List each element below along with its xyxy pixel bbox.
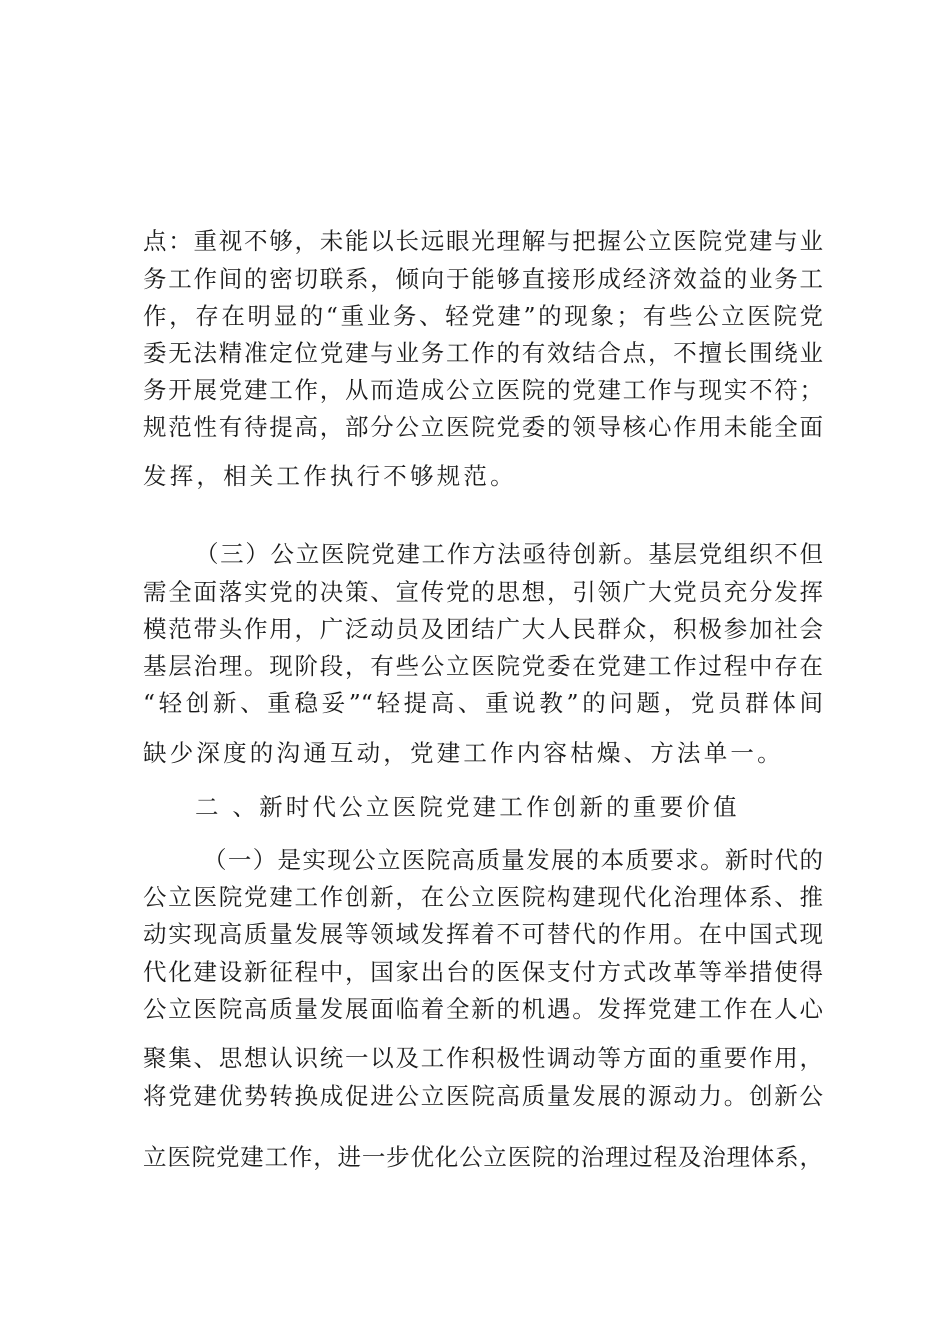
text-line: 基层治理。现阶段，有些公立医院党委在党建工作过程中存在 — [143, 652, 823, 680]
text-line: 动实现高质量发展等领域发挥着不可替代的作用。在中国式现 — [143, 920, 823, 948]
text-line: 需全面落实党的决策、宣传党的思想，引领广大党员充分发挥 — [143, 578, 823, 606]
text-line: 务工作间的密切联系，倾向于能够直接形成经济效益的业务工 — [143, 265, 823, 293]
text-line: 委无法精准定位党建与业务工作的有效结合点，不擅长围绕业 — [143, 339, 823, 367]
text-line: 立医院党建工作，进一步优化公立医院的治理过程及治理体系， — [143, 1143, 823, 1171]
text-line: 发挥，相关工作执行不够规范。 — [143, 462, 517, 490]
text-line: 务开展党建工作，从而造成公立医院的党建工作与现实不符； — [143, 376, 823, 404]
text-line: 模范带头作用，广泛动员及团结广大人民群众，积极参加社会 — [143, 615, 823, 643]
text-line: 公立医院高质量发展面临着全新的机遇。发挥党建工作在人心 — [143, 995, 823, 1023]
text-line: 公立医院党建工作创新，在公立医院构建现代化治理体系、推 — [143, 883, 823, 911]
text-line: 聚集、思想认识统一以及工作积极性调动等方面的重要作用， — [143, 1044, 823, 1072]
text-line: 作，存在明显的“重业务、轻党建”的现象；有些公立医院党 — [143, 302, 823, 330]
section-heading: 二 、新时代公立医院党建工作创新的重要价值 — [195, 793, 740, 821]
subsection-heading-line: （一）是实现公立医院高质量发展的本质要求。新时代的 — [203, 846, 823, 874]
text-line: 代化建设新征程中，国家出台的医保支付方式改革等举措使得 — [143, 958, 823, 986]
text-line: 规范性有待提高，部分公立医院党委的领导核心作用未能全面 — [143, 413, 823, 441]
text-line: 缺少深度的沟通互动，党建工作内容枯燥、方法单一。 — [143, 739, 784, 767]
text-line: 点：重视不够，未能以长远眼光理解与把握公立医院党建与业 — [143, 227, 823, 255]
subsection-heading-line: （三）公立医院党建工作方法亟待创新。基层党组织不但 — [195, 540, 823, 568]
text-line: “轻创新、重稳妥”“轻提高、重说教”的问题，党员群体间 — [143, 689, 823, 717]
text-line: 将党建优势转换成促进公立医院高质量发展的源动力。创新公 — [143, 1082, 823, 1110]
